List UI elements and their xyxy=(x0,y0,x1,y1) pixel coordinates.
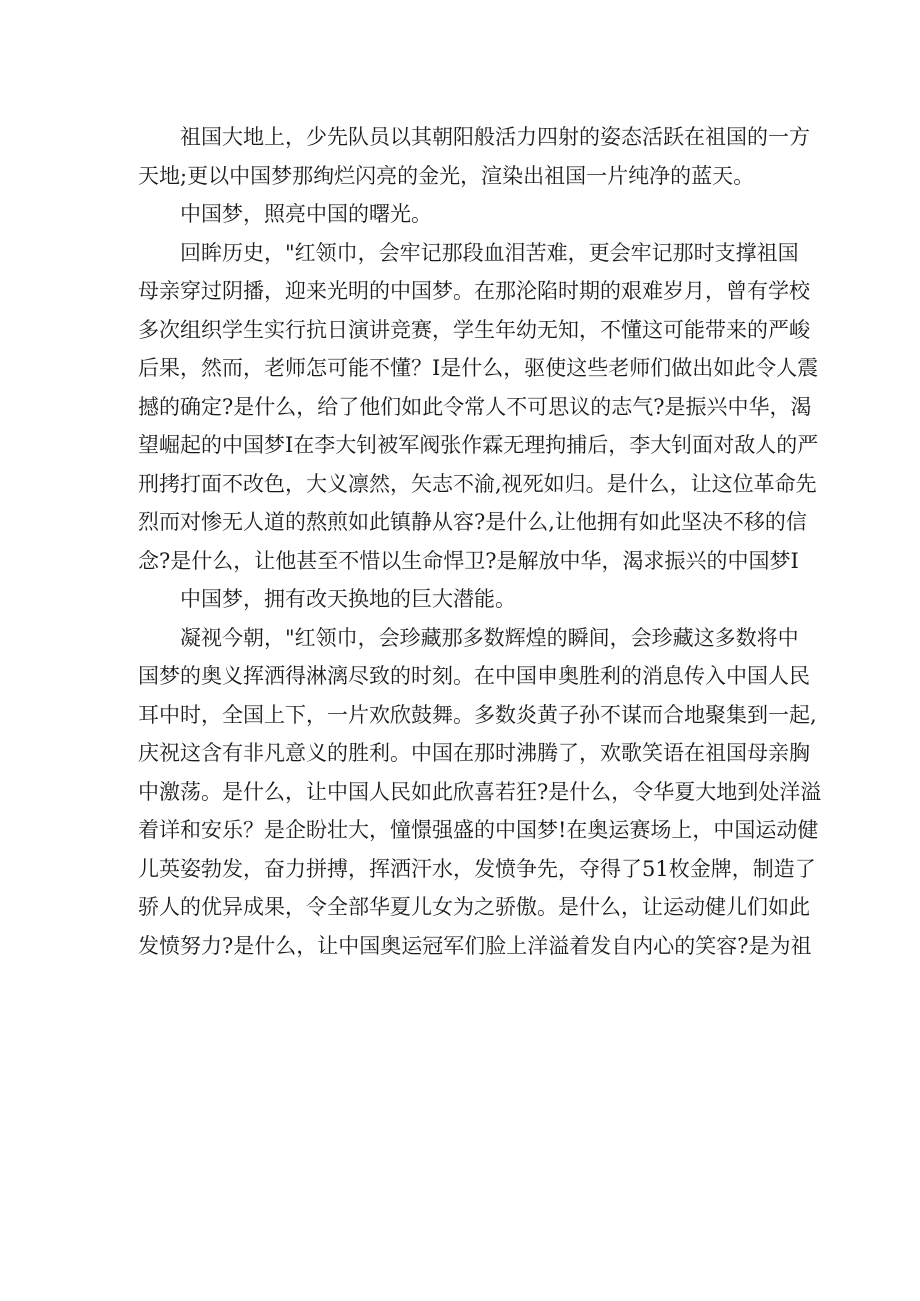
text-line: 望崛起的中国梦I在李大钊被军阀张作霖无理拘捕后，李大钊面对敌人的严 xyxy=(138,433,819,457)
text-line: 天地;更以中国梦那绚烂闪亮的金光，渲染出祖国一片纯净的蓝天。 xyxy=(138,163,755,188)
text-line: 发愤努力?是什么，让中国奥运冠军们脸上洋溢着发自内心的笑容?是为祖 xyxy=(138,933,812,958)
text-line: 儿英姿勃发，奋力拼搏，挥洒汗水，发愤争先，夺得了51枚金牌，制造了 xyxy=(138,856,816,881)
text-line: 骄人的优异成果，令全部华夏儿女为之骄傲。是什么，让运动健儿们如此 xyxy=(138,895,810,919)
text-line: 母亲穿过阴播，迎来光明的中国梦。在那沦陷时期的艰难岁月，曾有学校 xyxy=(138,279,810,303)
text-line: 刑拷打面不改色，大义凛然，矢志不渝,视死如归。是什么，让这位革命先 xyxy=(138,471,817,496)
document-body xyxy=(138,118,822,965)
text-line: 祖国大地上，少先队员以其朝阳般活力四射的姿态活跃在祖国的一方 xyxy=(180,125,810,149)
text-line: 国梦的奥义挥洒得淋漓尽致的时刻。在中国申奥胜利的消息传入中国人民 xyxy=(138,664,810,688)
text-line: 着详和安乐？是企盼壮大，憧憬强盛的中国梦!在奥运赛场上，中国运动健 xyxy=(138,818,819,842)
text-line: 中激荡。是什么，让中国人民如此欣喜若狂?是什么，令华夏大地到处洋溢 xyxy=(138,779,822,804)
text-line: 回眸历史，"红领巾，会牢记那段血泪苦难，更会牢记那时支撑祖国 xyxy=(180,240,799,265)
text-line: 耳中时，全国上下，一片欢欣鼓舞。多数炎黄子孙不谋而合地聚集到一起, xyxy=(138,702,817,727)
text-line: 庆祝这含有非凡意义的胜利。中国在那时沸腾了，欢歌笑语在祖国母亲胸 xyxy=(138,741,810,765)
text-line: 凝视今朝，"红领巾，会珍藏那多数辉煌的瞬间，会珍藏这多数将中 xyxy=(180,625,799,650)
section-heading-line: 中国梦，拥有改天换地的巨大潜能。 xyxy=(180,587,516,611)
text-line: 多次组织学生实行抗日演讲竞赛，学生年幼无知，不懂这可能带来的严峻 xyxy=(138,317,810,342)
section-heading-line: 中国梦，照亮中国的曙光。 xyxy=(180,202,432,226)
text-line: 念?是什么，让他甚至不惜以生命悍卫?是解放中华，渴求振兴的中国梦I xyxy=(138,548,799,573)
text-line: 撼的确定?是什么，给了他们如此令常人不可思议的志气?是振兴中华，渴 xyxy=(138,394,812,419)
text-line: 后果，然而，老师怎可能不懂？I是什么，驱使这些老师们做出如此令人震 xyxy=(138,356,819,380)
text-line: 烈而对惨无人道的熬煎如此镇静从容?是什么,让他拥有如此坚决不移的信 xyxy=(138,510,807,534)
